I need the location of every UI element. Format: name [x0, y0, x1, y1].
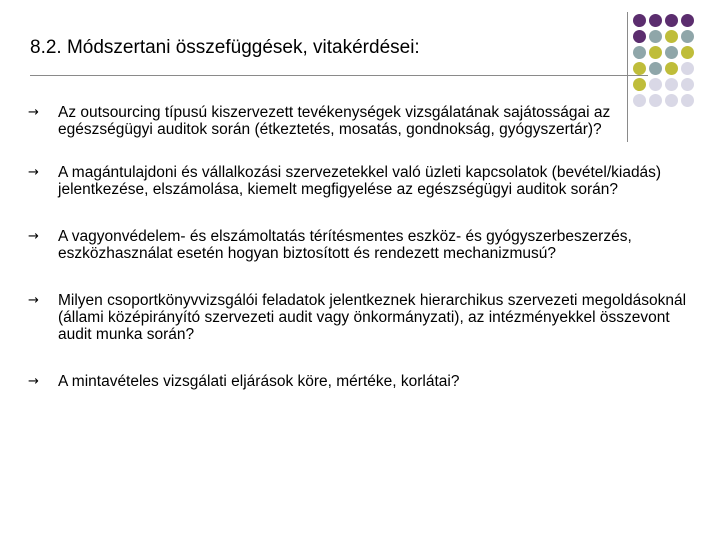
bullet-item-business-relations	[28, 164, 698, 198]
decorative-dot	[665, 78, 678, 91]
decorative-dot	[649, 62, 662, 75]
arrow-right-icon: →	[28, 229, 39, 244]
bullet-list	[28, 104, 698, 420]
decorative-dot	[633, 14, 646, 27]
arrow-right-icon: →	[28, 374, 39, 389]
arrow-right-icon: →	[28, 293, 39, 308]
bullet-item-group-audit	[28, 292, 698, 343]
decorative-dot	[633, 30, 646, 43]
slide-title: 8.2. Módszertani összefüggések, vitakérdései:	[30, 37, 420, 58]
decorative-dot	[633, 78, 646, 91]
dot-grid-decoration	[633, 14, 713, 104]
decorative-dot	[665, 14, 678, 27]
bullet-text: A magántulajdoni és vállalkozási szervezetekkel való üzleti kapcsolatok (bevétel/kiadás) jelentkezése, elszámolása, kiemelt megfigyelése az egészségügyi auditok során?	[58, 164, 662, 198]
decorative-dot	[681, 78, 694, 91]
decorative-dot	[649, 30, 662, 43]
decorative-dot	[665, 62, 678, 75]
decorative-dot	[681, 46, 694, 59]
decorative-dot	[633, 46, 646, 59]
bullet-item-asset-protection	[28, 228, 698, 262]
decorative-dot	[681, 62, 694, 75]
bullet-item-outsourcing	[28, 104, 698, 138]
decorative-dot	[665, 46, 678, 59]
decorative-dot	[681, 30, 694, 43]
decorative-dot	[649, 14, 662, 27]
bullet-text: Milyen csoportkönyvvizsgálói feladatok jelentkeznek hierarchikus szervezeti megoldásoknál (állami középirányító szervezeti audit vagy önkormányzati), az intézményekkel összevont audit munka során?	[58, 292, 687, 343]
arrow-right-icon: →	[28, 105, 39, 120]
decorative-dot	[649, 46, 662, 59]
bullet-text: Az outsourcing típusú kiszervezett tevékenységek vizsgálatának sajátosságai az egészségügyi auditok során (étkeztetés, mosatás, gondnokság, gyógyszertár)?	[58, 104, 611, 138]
bullet-item-sampling	[28, 373, 698, 390]
bullet-text: A vagyonvédelem- és elszámoltatás térítésmentes eszköz- és gyógyszerbeszerzés, eszközhasználat esetén hogyan biztosított és rendezett mechanizmusú?	[58, 228, 632, 262]
bullet-text: A mintavételes vizsgálati eljárások köre, mértéke, korlátai?	[58, 373, 460, 390]
decorative-dot	[649, 78, 662, 91]
title-rule	[30, 75, 648, 76]
decorative-dot	[665, 30, 678, 43]
decorative-dot	[633, 62, 646, 75]
decorative-dot	[681, 14, 694, 27]
arrow-right-icon: →	[28, 165, 39, 180]
